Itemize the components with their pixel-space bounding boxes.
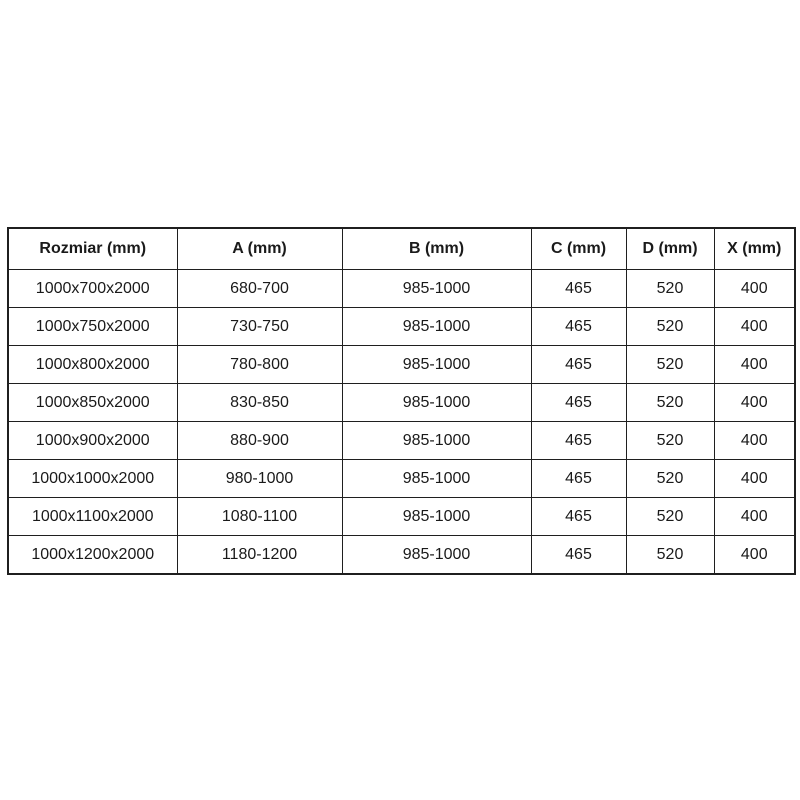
table-header-row (8, 228, 795, 270)
table-cell: 520 (626, 270, 714, 308)
table-cell: 1000x700x2000 (8, 270, 177, 308)
column-header: C (mm) (531, 228, 626, 270)
table-cell: 520 (626, 346, 714, 384)
table-cell: 1180-1200 (177, 536, 342, 575)
table-cell: 985-1000 (342, 346, 531, 384)
table-row (8, 270, 795, 308)
table-cell: 520 (626, 422, 714, 460)
table-cell: 680-700 (177, 270, 342, 308)
table-cell: 465 (531, 346, 626, 384)
column-header: X (mm) (714, 228, 795, 270)
table-cell: 730-750 (177, 308, 342, 346)
table-cell: 985-1000 (342, 460, 531, 498)
table-cell: 465 (531, 498, 626, 536)
table-cell: 400 (714, 498, 795, 536)
table-body (8, 270, 795, 575)
table-cell: 400 (714, 384, 795, 422)
table-cell: 400 (714, 308, 795, 346)
table-cell: 400 (714, 270, 795, 308)
table-row (8, 308, 795, 346)
table-row (8, 460, 795, 498)
table-cell: 985-1000 (342, 308, 531, 346)
column-header: D (mm) (626, 228, 714, 270)
table-cell: 400 (714, 460, 795, 498)
table-header (8, 228, 795, 270)
table-cell: 465 (531, 270, 626, 308)
table-cell: 520 (626, 536, 714, 575)
table-row (8, 346, 795, 384)
table-cell: 780-800 (177, 346, 342, 384)
column-header: A (mm) (177, 228, 342, 270)
table-cell: 1000x750x2000 (8, 308, 177, 346)
table-cell: 465 (531, 422, 626, 460)
table-cell: 400 (714, 346, 795, 384)
table-cell: 465 (531, 460, 626, 498)
table-cell: 985-1000 (342, 270, 531, 308)
table-cell: 520 (626, 384, 714, 422)
table-cell: 400 (714, 536, 795, 575)
table-cell: 985-1000 (342, 384, 531, 422)
table-cell: 1000x800x2000 (8, 346, 177, 384)
table-row (8, 384, 795, 422)
table-cell: 465 (531, 536, 626, 575)
table-cell: 400 (714, 422, 795, 460)
table-row (8, 498, 795, 536)
table-cell: 985-1000 (342, 498, 531, 536)
column-header: B (mm) (342, 228, 531, 270)
table-cell: 1000x1100x2000 (8, 498, 177, 536)
table-cell: 1000x1200x2000 (8, 536, 177, 575)
table-cell: 980-1000 (177, 460, 342, 498)
table-cell: 985-1000 (342, 536, 531, 575)
size-spec-table (7, 227, 796, 575)
table-cell: 985-1000 (342, 422, 531, 460)
table-row (8, 536, 795, 575)
column-header: Rozmiar (mm) (8, 228, 177, 270)
table-cell: 520 (626, 308, 714, 346)
table-cell: 465 (531, 384, 626, 422)
table-cell: 1000x900x2000 (8, 422, 177, 460)
table-cell: 880-900 (177, 422, 342, 460)
table-row (8, 422, 795, 460)
table-cell: 1000x850x2000 (8, 384, 177, 422)
table-cell: 1000x1000x2000 (8, 460, 177, 498)
table-cell: 465 (531, 308, 626, 346)
table-cell: 520 (626, 498, 714, 536)
table-cell: 520 (626, 460, 714, 498)
table-cell: 1080-1100 (177, 498, 342, 536)
table-cell: 830-850 (177, 384, 342, 422)
